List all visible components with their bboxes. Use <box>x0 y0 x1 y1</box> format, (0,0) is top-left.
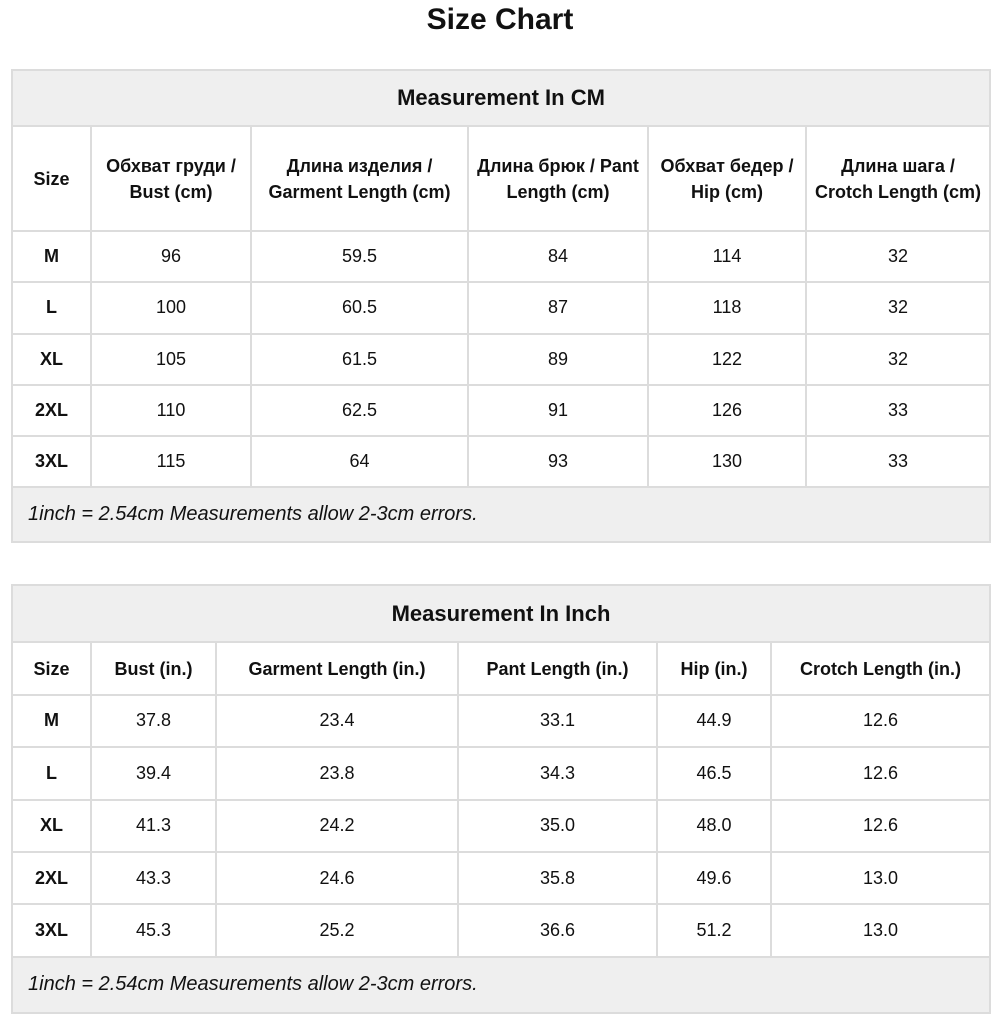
crotch-length-cell: 32 <box>806 231 990 282</box>
bust-cell: 115 <box>91 436 251 487</box>
page-title: Size Chart <box>426 3 574 36</box>
hip-cell: 118 <box>648 282 806 333</box>
size-cell: M <box>12 695 91 747</box>
table-row <box>12 747 990 799</box>
bust-cell: 43.3 <box>91 852 216 904</box>
hip-cell: 51.2 <box>657 904 771 956</box>
garment-length-cell: 25.2 <box>216 904 458 956</box>
crotch-length-cell: 33 <box>806 385 990 436</box>
hip-cell: 122 <box>648 334 806 385</box>
table-row <box>12 695 990 747</box>
column-header-crotch-length: Crotch Length (in.) <box>771 642 990 694</box>
garment-length-cell: 23.4 <box>216 695 458 747</box>
table-caption: Measurement In Inch <box>12 585 990 642</box>
crotch-length-cell: 32 <box>806 282 990 333</box>
size-cell: 2XL <box>12 852 91 904</box>
table-row <box>12 282 990 333</box>
pant-length-cell: 93 <box>468 436 648 487</box>
size-cell: 2XL <box>12 385 91 436</box>
hip-cell: 44.9 <box>657 695 771 747</box>
table-row <box>12 334 990 385</box>
column-header-garment-length: Длина изделия / Garment Length (cm) <box>251 126 468 231</box>
measurement-note: 1inch = 2.54cm Measurements allow 2-3cm errors. <box>12 957 990 1013</box>
hip-cell: 126 <box>648 385 806 436</box>
pant-length-cell: 87 <box>468 282 648 333</box>
size-table-inch <box>11 584 991 1014</box>
pant-length-cell: 89 <box>468 334 648 385</box>
bust-cell: 37.8 <box>91 695 216 747</box>
garment-length-cell: 24.6 <box>216 852 458 904</box>
garment-length-cell: 61.5 <box>251 334 468 385</box>
table-caption: Measurement In CM <box>12 70 990 126</box>
table-row <box>12 852 990 904</box>
column-header-pant-length: Pant Length (in.) <box>458 642 657 694</box>
table-row <box>12 231 990 282</box>
pant-length-cell: 34.3 <box>458 747 657 799</box>
column-header-bust: Обхват груди / Bust (cm) <box>91 126 251 231</box>
bust-cell: 39.4 <box>91 747 216 799</box>
size-cell: 3XL <box>12 904 91 956</box>
column-header-size: Size <box>12 642 91 694</box>
table-row <box>12 436 990 487</box>
table-row <box>12 800 990 852</box>
column-header-garment-length: Garment Length (in.) <box>216 642 458 694</box>
pant-length-cell: 91 <box>468 385 648 436</box>
crotch-length-cell: 13.0 <box>771 904 990 956</box>
measurement-note: 1inch = 2.54cm Measurements allow 2-3cm errors. <box>12 487 990 542</box>
table-row <box>12 904 990 956</box>
garment-length-cell: 24.2 <box>216 800 458 852</box>
column-header-hip: Hip (in.) <box>657 642 771 694</box>
hip-cell: 46.5 <box>657 747 771 799</box>
column-header-pant-length: Длина брюк / Pant Length (cm) <box>468 126 648 231</box>
garment-length-cell: 59.5 <box>251 231 468 282</box>
crotch-length-cell: 12.6 <box>771 800 990 852</box>
hip-cell: 48.0 <box>657 800 771 852</box>
hip-cell: 130 <box>648 436 806 487</box>
column-header-crotch-length: Длина шага / Crotch Length (cm) <box>806 126 990 231</box>
size-cell: L <box>12 282 91 333</box>
pant-length-cell: 35.8 <box>458 852 657 904</box>
crotch-length-cell: 12.6 <box>771 747 990 799</box>
column-header-size: Size <box>12 126 91 231</box>
column-header-hip: Обхват бедер / Hip (cm) <box>648 126 806 231</box>
pant-length-cell: 33.1 <box>458 695 657 747</box>
column-header-bust: Bust (in.) <box>91 642 216 694</box>
crotch-length-cell: 32 <box>806 334 990 385</box>
crotch-length-cell: 13.0 <box>771 852 990 904</box>
size-cell: XL <box>12 334 91 385</box>
garment-length-cell: 23.8 <box>216 747 458 799</box>
size-cell: 3XL <box>12 436 91 487</box>
bust-cell: 41.3 <box>91 800 216 852</box>
pant-length-cell: 84 <box>468 231 648 282</box>
bust-cell: 96 <box>91 231 251 282</box>
garment-length-cell: 64 <box>251 436 468 487</box>
hip-cell: 114 <box>648 231 806 282</box>
crotch-length-cell: 12.6 <box>771 695 990 747</box>
size-cell: M <box>12 231 91 282</box>
pant-length-cell: 36.6 <box>458 904 657 956</box>
bust-cell: 110 <box>91 385 251 436</box>
garment-length-cell: 60.5 <box>251 282 468 333</box>
bust-cell: 100 <box>91 282 251 333</box>
crotch-length-cell: 33 <box>806 436 990 487</box>
table-row <box>12 385 990 436</box>
size-cell: XL <box>12 800 91 852</box>
size-table-cm <box>11 69 991 543</box>
bust-cell: 105 <box>91 334 251 385</box>
hip-cell: 49.6 <box>657 852 771 904</box>
size-cell: L <box>12 747 91 799</box>
header-row <box>12 642 990 694</box>
bust-cell: 45.3 <box>91 904 216 956</box>
garment-length-cell: 62.5 <box>251 385 468 436</box>
pant-length-cell: 35.0 <box>458 800 657 852</box>
header-row <box>12 126 990 231</box>
